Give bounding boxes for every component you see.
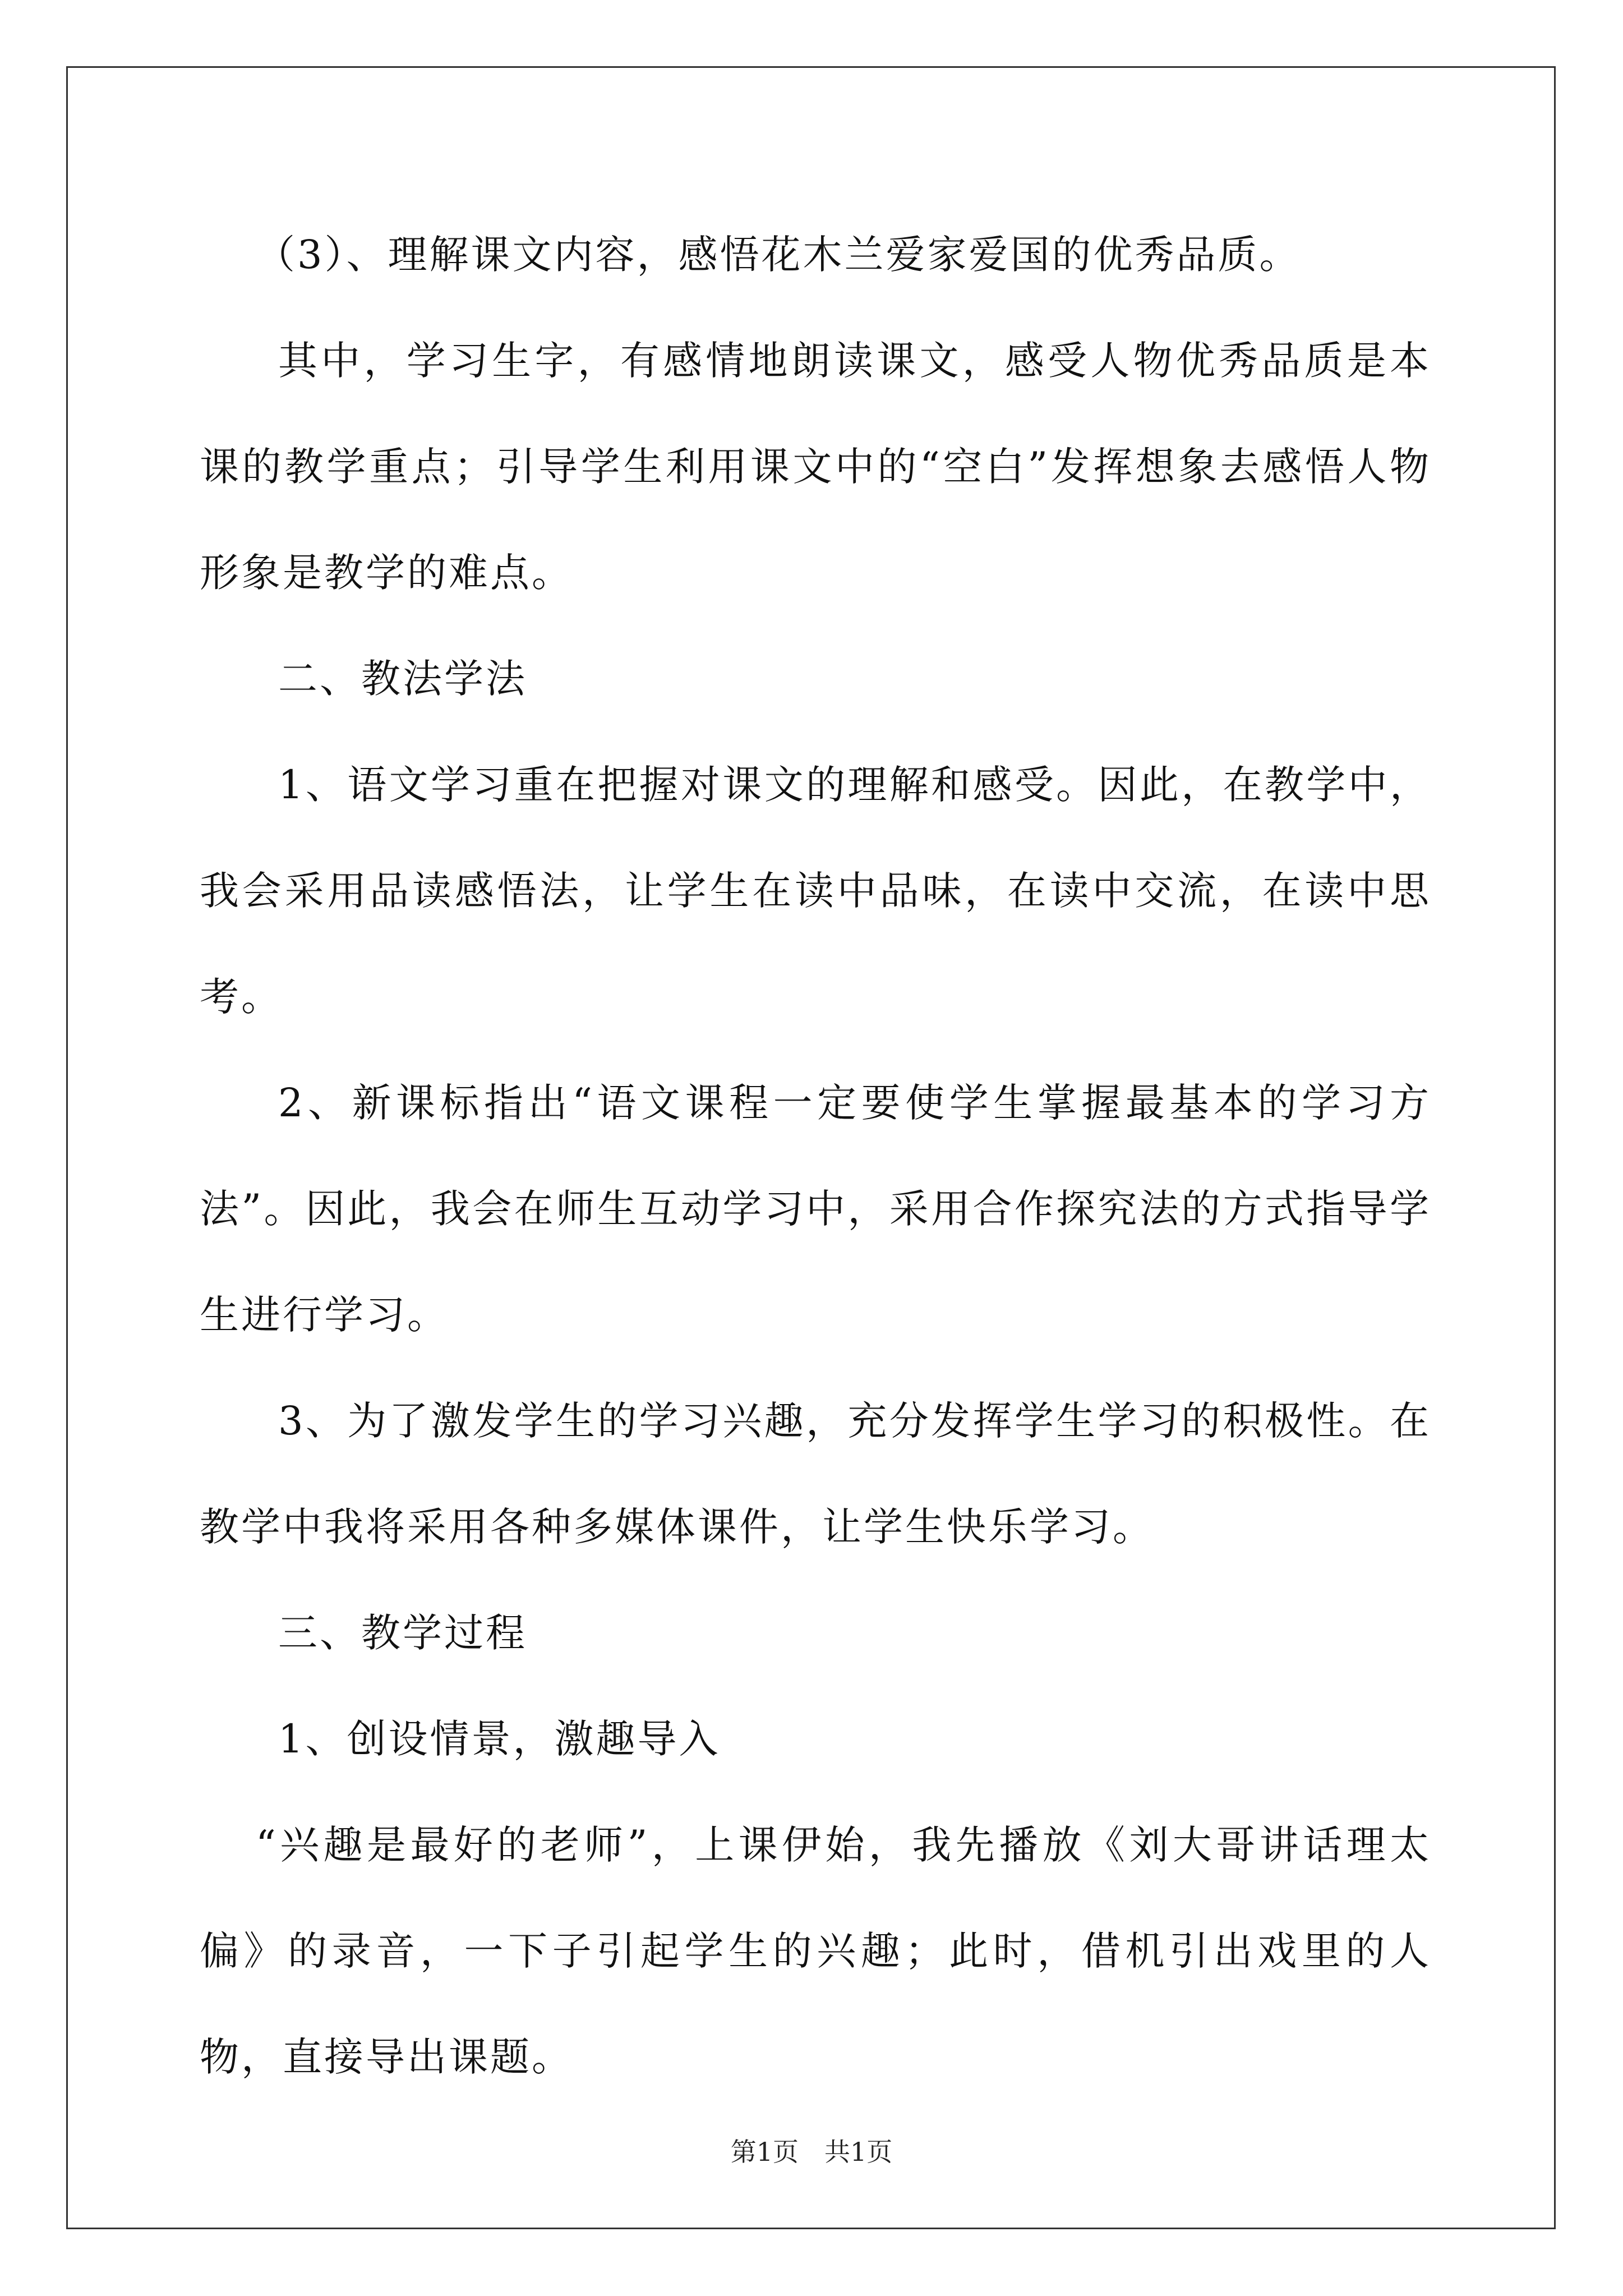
paragraph-method-1: 1、语文学习重在把握对课文的理解和感受。因此，在教学中，我会采用品读感悟法，让学生在读中品味，在读中交流，在读中思考。	[200, 762, 1431, 1020]
page-footer: 第1页 共1页	[730, 2137, 893, 2167]
paragraph-process-1: “兴趣是最好的老师”，上课伊始，我先播放《刘大哥讲话理太偏》的录音，一下子引起学生的兴趣；此时，借机引出戏里的人物，直接导出课题。	[200, 1822, 1431, 2080]
paragraph-key-points: 其中，学习生字，有感情地朗读课文，感受人物优秀品质是本课的教学重点；引导学生利用课文中的“空白”发挥想象去感悟人物形象是教学的难点。	[200, 338, 1431, 596]
paragraph-objective-3: （3）、理解课文内容，感悟花木兰爱家爱国的优秀品质。	[256, 232, 1301, 278]
paragraph-method-3: 3、为了激发学生的学习兴趣，充分发挥学生学习的积极性。在教学中我将采用各种多媒体课件，让学生快乐学习。	[200, 1398, 1431, 1550]
section-heading-methods: 二、教法学法	[278, 656, 527, 702]
subheading-process-1: 1、创设情景，激趣导入	[278, 1716, 721, 1762]
document-body	[200, 202, 1431, 2110]
paragraph-method-2: 2、新课标指出“语文课程一定要使学生掌握最基本的学习方法”。因此，我会在师生互动学习中，采用合作探究法的方式指导学生进行学习。	[200, 1080, 1431, 1338]
section-heading-process: 三、教学过程	[278, 1610, 527, 1656]
